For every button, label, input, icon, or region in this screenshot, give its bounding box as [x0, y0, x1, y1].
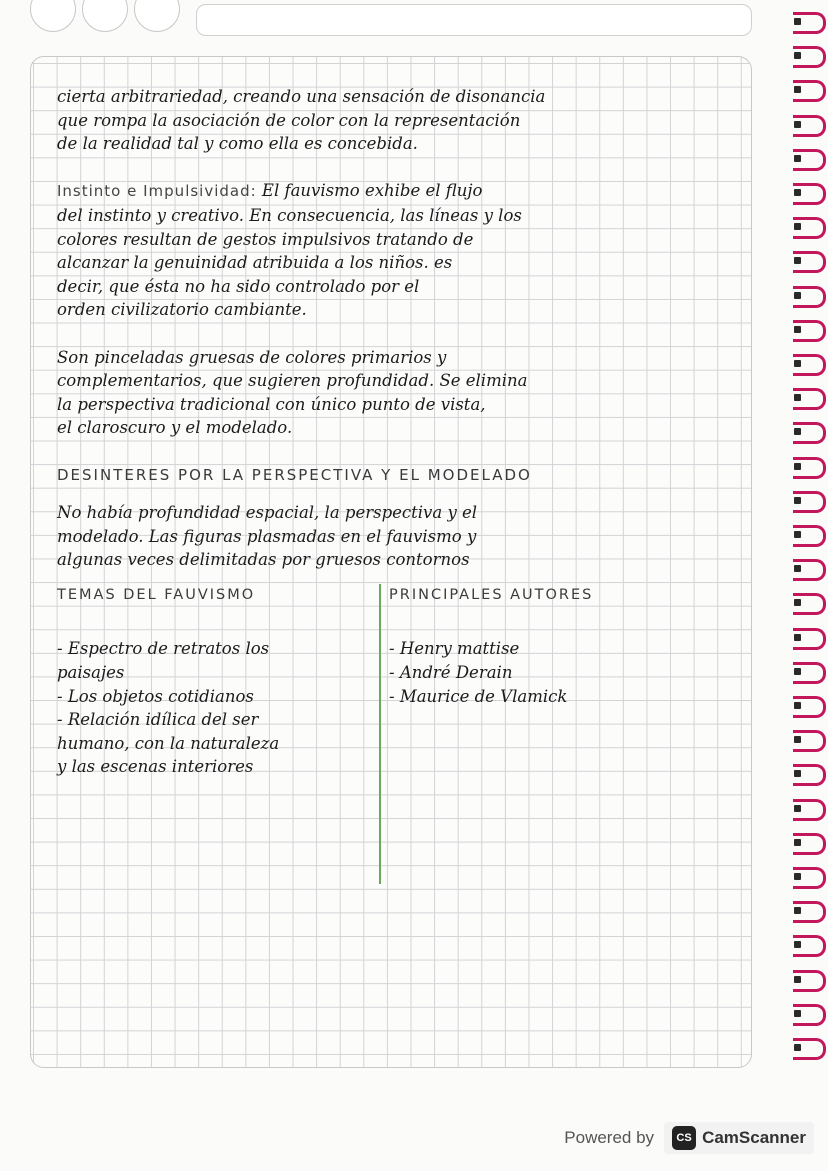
- spiral-ring: [794, 149, 826, 167]
- spiral-hole: [794, 394, 801, 401]
- page-content: [57, 85, 717, 834]
- list-item: - Maurice de Vlamick: [389, 686, 568, 706]
- list-item: - André Derain: [389, 663, 513, 683]
- spiral-ring: [794, 46, 826, 64]
- spiral-hole: [794, 702, 801, 709]
- spiral-ring: [794, 1004, 826, 1022]
- spiral-ring: [794, 1038, 826, 1056]
- list-item: - Los objetos cotidianos: [57, 686, 254, 706]
- spiral-ring: [794, 935, 826, 953]
- spiral-binding: [792, 0, 828, 1080]
- spiral-hole: [794, 634, 801, 641]
- spiral-ring: [794, 833, 826, 851]
- spiral-hole: [794, 873, 801, 880]
- themes-heading: TEMAS DEL FAUVISMO: [57, 586, 256, 603]
- spiral-ring: [794, 457, 826, 475]
- spiral-hole: [794, 805, 801, 812]
- camscanner-badge: [664, 1122, 814, 1154]
- spiral-hole: [794, 223, 801, 230]
- spiral-hole: [794, 463, 801, 470]
- spiral-hole: [794, 565, 801, 572]
- themes-authors-columns: [57, 584, 717, 834]
- spiral-hole: [794, 1010, 801, 1017]
- paragraph-instinct: [57, 179, 717, 322]
- spiral-hole: [794, 668, 801, 675]
- themes-list: [57, 637, 373, 779]
- spiral-ring: [794, 901, 826, 919]
- spiral-hole: [794, 770, 801, 777]
- spiral-ring: [794, 251, 826, 269]
- header-circle: [134, 0, 180, 32]
- authors-column: [389, 584, 719, 708]
- header-circle: [82, 0, 128, 32]
- spiral-ring: [794, 12, 826, 30]
- spiral-hole: [794, 907, 801, 914]
- spiral-hole: [794, 1044, 801, 1051]
- spiral-hole: [794, 497, 801, 504]
- spiral-ring: [794, 730, 826, 748]
- spiral-ring: [794, 764, 826, 782]
- paragraph-brushstrokes: Son pinceladas gruesas de colores primarios y complementarios, que sugieren profundidad. Se elimina la perspectiva tradicional con único punto de vista, el claroscuro y el modelado.: [57, 347, 528, 438]
- spiral-ring: [794, 115, 826, 133]
- spiral-ring: [794, 662, 826, 680]
- scanner-footer: [564, 1122, 814, 1154]
- spiral-hole: [794, 360, 801, 367]
- spiral-hole: [794, 292, 801, 299]
- spiral-hole: [794, 86, 801, 93]
- spiral-hole: [794, 839, 801, 846]
- column-divider: [379, 584, 381, 884]
- spiral-ring: [794, 593, 826, 611]
- spiral-ring: [794, 388, 826, 406]
- spiral-hole: [794, 976, 801, 983]
- powered-by-text: Powered by: [564, 1128, 655, 1147]
- heading-perspective: DESINTERES POR LA PERSPECTIVA Y EL MODELADO: [57, 465, 532, 484]
- authors-list: [389, 637, 719, 708]
- spiral-ring: [794, 696, 826, 714]
- instinct-lead: Instinto e Impulsividad:: [57, 182, 257, 201]
- spiral-hole: [794, 52, 801, 59]
- spiral-ring: [794, 354, 826, 372]
- spiral-ring: [794, 422, 826, 440]
- spiral-ring: [794, 525, 826, 543]
- spiral-ring: [794, 80, 826, 98]
- spiral-ring: [794, 628, 826, 646]
- spiral-hole: [794, 155, 801, 162]
- spiral-hole: [794, 18, 801, 25]
- list-item: - Henry mattise: [389, 639, 520, 659]
- paragraph-arbitrariness: cierta arbitrariedad, creando una sensación de disonancia que rompa la asociación de color con la representación de la realidad tal y como ella es concebida.: [57, 87, 546, 154]
- themes-column: [57, 584, 373, 779]
- spiral-hole: [794, 599, 801, 606]
- list-item: - Espectro de retratos los paisajes: [57, 639, 270, 683]
- header-circles: [30, 0, 180, 36]
- camscanner-logo-icon: CS: [672, 1126, 696, 1150]
- spiral-ring: [794, 491, 826, 509]
- spiral-ring: [794, 286, 826, 304]
- authors-heading: PRINCIPALES AUTORES: [389, 586, 594, 603]
- spiral-ring: [794, 867, 826, 885]
- spiral-ring: [794, 799, 826, 817]
- spiral-hole: [794, 941, 801, 948]
- spiral-hole: [794, 531, 801, 538]
- header-box: [196, 4, 752, 36]
- header-circle: [30, 0, 76, 32]
- spiral-ring: [794, 970, 826, 988]
- instinct-text: El fauvismo exhibe el flujo del instinto y creativo. En consecuencia, las líneas y los colores resultan de gestos impulsivos tratando de alcanzar la genuinidad atribuida a los niños. es decir, que ésta no ha sido controlado por el orden civilizatorio cambiante.: [57, 181, 522, 320]
- spiral-hole: [794, 189, 801, 196]
- spiral-ring: [794, 183, 826, 201]
- camscanner-name: CamScanner: [702, 1128, 806, 1147]
- spiral-hole: [794, 121, 801, 128]
- notebook-page: [30, 56, 752, 1068]
- spiral-hole: [794, 736, 801, 743]
- paragraph-perspective: No había profundidad espacial, la perspectiva y el modelado. Las figuras plasmadas en el fauvismo y algunas veces delimitadas por gruesos contornos: [57, 503, 478, 570]
- spiral-hole: [794, 326, 801, 333]
- spiral-hole: [794, 428, 801, 435]
- spiral-ring: [794, 217, 826, 235]
- spiral-ring: [794, 559, 826, 577]
- spiral-hole: [794, 257, 801, 264]
- list-item: - Relación idílica del ser humano, con la naturaleza y las escenas interiores: [57, 710, 280, 777]
- spiral-ring: [794, 320, 826, 338]
